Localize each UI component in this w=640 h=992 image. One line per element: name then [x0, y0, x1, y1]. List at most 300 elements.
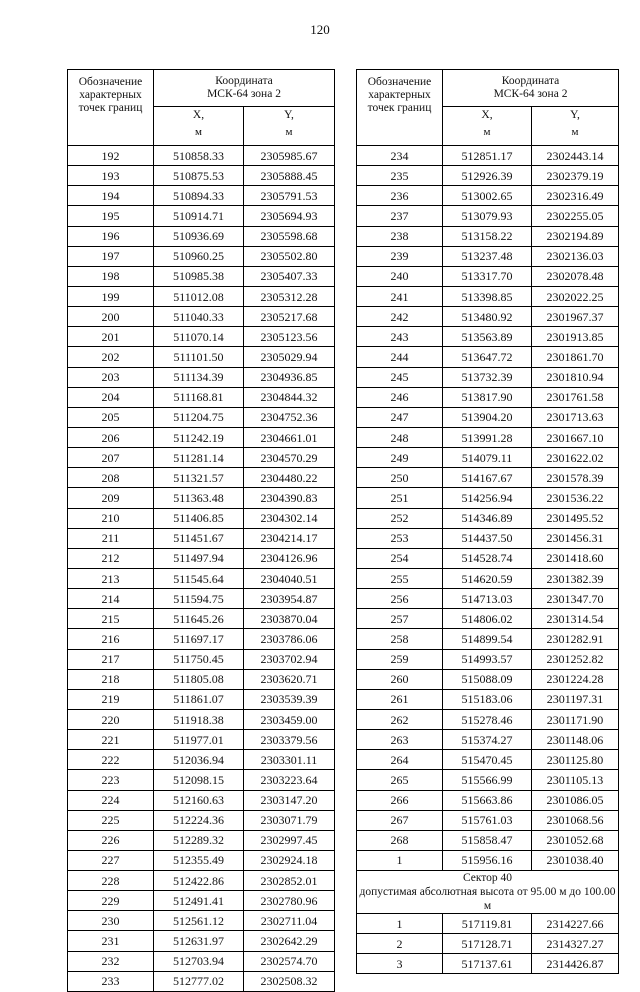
table-row	[68, 327, 335, 347]
table-row	[357, 954, 619, 974]
y-coordinate-cell: 2301197.31	[532, 689, 619, 709]
x-coordinate-cell: 512851.17	[443, 146, 532, 166]
x-coordinate-cell: 515956.16	[443, 850, 532, 870]
point-id-cell: 258	[357, 629, 443, 649]
table-row	[357, 307, 619, 327]
y-coordinate-cell: 2301125.80	[532, 750, 619, 770]
y-coordinate-cell: 2302852.01	[244, 871, 335, 891]
x-coordinate-cell: 511406.85	[154, 508, 244, 528]
table-row	[357, 914, 619, 934]
x-coordinate-cell: 511918.38	[154, 709, 244, 729]
y-coordinate-cell: 2304570.29	[244, 448, 335, 468]
y-coordinate-cell: 2301810.94	[532, 367, 619, 387]
x-coordinate-cell: 513817.90	[443, 387, 532, 407]
y-coordinate-cell: 2302997.45	[244, 830, 335, 850]
x-coordinate-cell: 511134.39	[154, 367, 244, 387]
x-coordinate-cell: 513317.70	[443, 266, 532, 286]
point-id-cell: 230	[68, 911, 154, 931]
y-coordinate-cell: 2301052.68	[532, 830, 619, 850]
x-coordinate-cell: 511168.81	[154, 387, 244, 407]
y-coordinate-cell: 2301314.54	[532, 609, 619, 629]
x-coordinate-cell: 513732.39	[443, 367, 532, 387]
y-label: Y,	[284, 109, 294, 121]
x-coordinate-cell: 511451.67	[154, 528, 244, 548]
x-coordinate-cell: 514620.59	[443, 568, 532, 588]
point-name-header: Обозначение характерных точек границ	[357, 70, 443, 146]
table-row	[357, 387, 619, 407]
x-coordinate-cell: 511977.01	[154, 730, 244, 750]
table-row	[68, 669, 335, 689]
y-unit: м	[285, 126, 293, 138]
table-row	[357, 468, 619, 488]
x-coordinate-cell: 510985.38	[154, 266, 244, 286]
point-id-cell: 216	[68, 629, 154, 649]
coordinate-header	[443, 70, 619, 107]
x-coordinate-cell: 511594.75	[154, 589, 244, 609]
y-coordinate-cell: 2301038.40	[532, 850, 619, 870]
table-row	[357, 347, 619, 367]
point-id-cell: 207	[68, 448, 154, 468]
x-coordinate-cell: 515858.47	[443, 830, 532, 850]
point-id-cell: 201	[68, 327, 154, 347]
table-row	[357, 407, 619, 427]
sector-section	[357, 871, 619, 914]
point-id-cell: 246	[357, 387, 443, 407]
x-coordinate-cell: 510936.69	[154, 226, 244, 246]
y-coordinate-cell: 2301913.85	[532, 327, 619, 347]
y-coordinate-cell: 2305888.45	[244, 166, 335, 186]
x-coordinate-cell: 513647.72	[443, 347, 532, 367]
x-coordinate-cell: 514167.67	[443, 468, 532, 488]
x-coordinate-cell: 512355.49	[154, 850, 244, 870]
table-row	[68, 407, 335, 427]
y-coordinate-cell: 2302642.29	[244, 931, 335, 951]
x-header	[443, 107, 532, 146]
y-coordinate-cell: 2302194.89	[532, 226, 619, 246]
y-coordinate-cell: 2301068.56	[532, 810, 619, 830]
x-coordinate-cell: 510858.33	[154, 146, 244, 166]
x-coordinate-cell: 515374.27	[443, 730, 532, 750]
y-coordinate-cell: 2304480.22	[244, 468, 335, 488]
y-coordinate-cell: 2302780.96	[244, 891, 335, 911]
point-id-cell: 237	[357, 206, 443, 226]
right-table-body	[357, 146, 619, 871]
x-coordinate-cell: 512289.32	[154, 830, 244, 850]
table-row	[357, 327, 619, 347]
point-id-cell: 195	[68, 206, 154, 226]
table-row	[357, 649, 619, 669]
table-row	[68, 689, 335, 709]
coordinate-title: Координата	[501, 75, 560, 87]
table-row	[68, 347, 335, 367]
point-id-cell: 263	[357, 730, 443, 750]
table-row	[68, 649, 335, 669]
point-id-cell: 259	[357, 649, 443, 669]
y-coordinate-cell: 2303071.79	[244, 810, 335, 830]
y-coordinate-cell: 2302255.05	[532, 206, 619, 226]
y-coordinate-cell: 2305123.56	[244, 327, 335, 347]
x-coordinate-cell: 510960.25	[154, 246, 244, 266]
table-row	[357, 669, 619, 689]
table-row	[68, 387, 335, 407]
x-label: X,	[192, 109, 205, 121]
y-coordinate-cell: 2303786.06	[244, 629, 335, 649]
y-header	[532, 107, 619, 146]
table-row	[68, 850, 335, 870]
y-coordinate-cell: 2301171.90	[532, 709, 619, 729]
table-row	[357, 830, 619, 850]
point-id-cell: 229	[68, 891, 154, 911]
x-coordinate-cell: 511281.14	[154, 448, 244, 468]
x-coordinate-cell: 511545.64	[154, 568, 244, 588]
table-row	[357, 166, 619, 186]
point-id-cell: 241	[357, 286, 443, 306]
x-coordinate-cell: 510894.33	[154, 186, 244, 206]
x-coordinate-cell: 515470.45	[443, 750, 532, 770]
sector-table-body	[357, 914, 619, 974]
left-table-body	[68, 146, 335, 992]
point-id-cell: 192	[68, 146, 154, 166]
table-row	[357, 709, 619, 729]
point-id-cell: 238	[357, 226, 443, 246]
point-id-cell: 253	[357, 528, 443, 548]
y-coordinate-cell: 2305217.68	[244, 307, 335, 327]
x-coordinate-cell: 517119.81	[443, 914, 532, 934]
x-coordinate-cell: 512491.41	[154, 891, 244, 911]
table-row	[68, 629, 335, 649]
point-id-cell: 235	[357, 166, 443, 186]
point-id-cell: 225	[68, 810, 154, 830]
point-id-cell: 211	[68, 528, 154, 548]
point-id-cell: 205	[68, 407, 154, 427]
page-number: 120	[310, 22, 330, 37]
y-coordinate-cell: 2301578.39	[532, 468, 619, 488]
x-coordinate-cell: 511497.94	[154, 548, 244, 568]
y-coordinate-cell: 2302136.03	[532, 246, 619, 266]
y-coordinate-cell: 2301086.05	[532, 790, 619, 810]
y-coordinate-cell: 2301456.31	[532, 528, 619, 548]
y-unit: м	[571, 126, 579, 138]
point-id-cell: 196	[68, 226, 154, 246]
x-coordinate-cell: 517137.61	[443, 954, 532, 974]
table-row	[357, 508, 619, 528]
table-row	[68, 286, 335, 306]
point-id-cell: 198	[68, 266, 154, 286]
table-row	[357, 206, 619, 226]
table-row	[68, 146, 335, 166]
coordinate-header	[154, 70, 335, 107]
point-id-cell: 208	[68, 468, 154, 488]
x-coordinate-cell: 512631.97	[154, 931, 244, 951]
x-coordinate-cell: 514437.50	[443, 528, 532, 548]
table-row	[68, 226, 335, 246]
point-id-cell: 215	[68, 609, 154, 629]
point-id-cell: 247	[357, 407, 443, 427]
y-coordinate-cell: 2314227.66	[532, 914, 619, 934]
x-coordinate-cell: 515088.09	[443, 669, 532, 689]
x-coordinate-cell: 511697.17	[154, 629, 244, 649]
point-id-cell: 197	[68, 246, 154, 266]
point-id-cell: 248	[357, 427, 443, 447]
table-row	[357, 629, 619, 649]
table-row	[68, 448, 335, 468]
y-header	[244, 107, 335, 146]
point-id-cell: 251	[357, 488, 443, 508]
table-row	[357, 790, 619, 810]
point-id-cell: 227	[68, 850, 154, 870]
y-coordinate-cell: 2314426.87	[532, 954, 619, 974]
y-coordinate-cell: 2304214.17	[244, 528, 335, 548]
y-coordinate-cell: 2301861.70	[532, 347, 619, 367]
coordinate-system: МСК-64 зона 2	[493, 88, 568, 100]
y-coordinate-cell: 2303147.20	[244, 790, 335, 810]
x-coordinate-cell: 514346.89	[443, 508, 532, 528]
x-coordinate-cell: 514899.54	[443, 629, 532, 649]
x-coordinate-cell: 513237.48	[443, 246, 532, 266]
y-coordinate-cell: 2305407.33	[244, 266, 335, 286]
coordinate-title: Координата	[215, 75, 273, 87]
point-id-cell: 210	[68, 508, 154, 528]
y-coordinate-cell: 2302078.48	[532, 266, 619, 286]
sector-description: допустимая абсолютная высота от 95.00 м до 100.00 м	[359, 886, 616, 913]
point-id-cell: 222	[68, 750, 154, 770]
x-coordinate-cell: 511645.26	[154, 609, 244, 629]
y-coordinate-cell: 2301382.39	[532, 568, 619, 588]
point-id-cell: 266	[357, 790, 443, 810]
table-row	[68, 508, 335, 528]
x-coordinate-cell: 514256.94	[443, 488, 532, 508]
x-coordinate-cell: 512561.12	[154, 911, 244, 931]
table-row	[68, 911, 335, 931]
table-row	[68, 568, 335, 588]
y-coordinate-cell: 2302574.70	[244, 951, 335, 971]
table-row	[68, 971, 335, 991]
y-coordinate-cell: 2302711.04	[244, 911, 335, 931]
table-row	[68, 770, 335, 790]
table-row	[68, 367, 335, 387]
point-name-header: Обозначение характерных точек границ	[68, 70, 154, 146]
point-id-cell: 223	[68, 770, 154, 790]
point-id-cell: 234	[357, 146, 443, 166]
x-coordinate-cell: 511321.57	[154, 468, 244, 488]
y-coordinate-cell: 2303223.64	[244, 770, 335, 790]
y-coordinate-cell: 2301536.22	[532, 488, 619, 508]
point-id-cell: 262	[357, 709, 443, 729]
y-coordinate-cell: 2301252.82	[532, 649, 619, 669]
x-coordinate-cell: 511242.19	[154, 427, 244, 447]
sector-header-row	[357, 871, 619, 914]
x-coordinate-cell: 510914.71	[154, 206, 244, 226]
y-coordinate-cell: 2303954.87	[244, 589, 335, 609]
x-coordinate-cell: 512703.94	[154, 951, 244, 971]
table-row	[68, 709, 335, 729]
y-coordinate-cell: 2304936.85	[244, 367, 335, 387]
point-id-cell: 219	[68, 689, 154, 709]
y-coordinate-cell: 2301761.58	[532, 387, 619, 407]
point-id-cell: 220	[68, 709, 154, 729]
table-row	[357, 934, 619, 954]
point-id-cell: 232	[68, 951, 154, 971]
y-coordinate-cell: 2301282.91	[532, 629, 619, 649]
x-coordinate-cell: 513480.92	[443, 307, 532, 327]
x-coordinate-cell: 511204.75	[154, 407, 244, 427]
x-header	[154, 107, 244, 146]
y-coordinate-cell: 2305985.67	[244, 146, 335, 166]
y-coordinate-cell: 2303539.39	[244, 689, 335, 709]
x-coordinate-cell: 514528.74	[443, 548, 532, 568]
point-id-cell: 204	[68, 387, 154, 407]
table-row	[357, 810, 619, 830]
table-row	[357, 548, 619, 568]
table-row	[357, 850, 619, 870]
table-row	[68, 871, 335, 891]
point-id-cell: 231	[68, 931, 154, 951]
table-row	[68, 468, 335, 488]
y-label: Y,	[570, 109, 580, 121]
x-coordinate-cell: 513398.85	[443, 286, 532, 306]
x-coordinate-cell: 510875.53	[154, 166, 244, 186]
y-coordinate-cell: 2304040.51	[244, 568, 335, 588]
point-id-cell: 265	[357, 770, 443, 790]
y-coordinate-cell: 2304844.32	[244, 387, 335, 407]
x-coordinate-cell: 511861.07	[154, 689, 244, 709]
y-coordinate-cell: 2304302.14	[244, 508, 335, 528]
table-row	[357, 246, 619, 266]
table-row	[357, 448, 619, 468]
y-coordinate-cell: 2302022.25	[532, 286, 619, 306]
point-id-cell: 256	[357, 589, 443, 609]
x-coordinate-cell: 514806.02	[443, 609, 532, 629]
table-row	[357, 226, 619, 246]
table-row	[68, 186, 335, 206]
table-row	[68, 931, 335, 951]
y-coordinate-cell: 2305598.68	[244, 226, 335, 246]
x-coordinate-cell: 511805.08	[154, 669, 244, 689]
x-coordinate-cell: 512926.39	[443, 166, 532, 186]
point-id-cell: 206	[68, 427, 154, 447]
x-coordinate-cell: 514713.03	[443, 589, 532, 609]
table-row	[357, 689, 619, 709]
point-id-cell: 245	[357, 367, 443, 387]
table-row	[68, 730, 335, 750]
point-id-cell: 252	[357, 508, 443, 528]
table-row	[357, 770, 619, 790]
point-id-cell: 1	[357, 914, 443, 934]
y-coordinate-cell: 2305502.80	[244, 246, 335, 266]
table-row	[68, 951, 335, 971]
x-unit: м	[195, 126, 202, 138]
point-id-cell: 249	[357, 448, 443, 468]
point-id-cell: 212	[68, 548, 154, 568]
table-row	[68, 548, 335, 568]
point-id-cell: 228	[68, 871, 154, 891]
table-row	[68, 810, 335, 830]
point-id-cell: 244	[357, 347, 443, 367]
x-coordinate-cell: 513991.28	[443, 427, 532, 447]
table-row	[357, 186, 619, 206]
y-coordinate-cell: 2302379.19	[532, 166, 619, 186]
y-coordinate-cell: 2304752.36	[244, 407, 335, 427]
table-row	[68, 246, 335, 266]
y-coordinate-cell: 2305029.94	[244, 347, 335, 367]
x-coordinate-cell: 512036.94	[154, 750, 244, 770]
x-coordinate-cell: 512160.63	[154, 790, 244, 810]
x-coordinate-cell: 512422.86	[154, 871, 244, 891]
table-row	[68, 830, 335, 850]
x-coordinate-cell: 515566.99	[443, 770, 532, 790]
y-coordinate-cell: 2314327.27	[532, 934, 619, 954]
table-row	[357, 528, 619, 548]
table-row	[357, 750, 619, 770]
y-coordinate-cell: 2302508.32	[244, 971, 335, 991]
point-id-cell: 239	[357, 246, 443, 266]
table-row	[68, 891, 335, 911]
y-coordinate-cell: 2303301.11	[244, 750, 335, 770]
point-id-cell: 236	[357, 186, 443, 206]
point-id-cell: 254	[357, 548, 443, 568]
y-coordinate-cell: 2304126.96	[244, 548, 335, 568]
x-coordinate-cell: 515278.46	[443, 709, 532, 729]
point-id-cell: 213	[68, 568, 154, 588]
x-coordinate-cell: 512224.36	[154, 810, 244, 830]
x-unit: м	[483, 126, 491, 138]
sector-header-cell	[357, 871, 619, 914]
y-coordinate-cell: 2305791.53	[244, 186, 335, 206]
point-id-cell: 194	[68, 186, 154, 206]
x-coordinate-cell: 514079.11	[443, 448, 532, 468]
point-id-cell: 203	[68, 367, 154, 387]
x-coordinate-cell: 511012.08	[154, 286, 244, 306]
point-id-cell: 224	[68, 790, 154, 810]
table-row	[68, 206, 335, 226]
point-id-cell: 261	[357, 689, 443, 709]
table-row	[357, 568, 619, 588]
y-coordinate-cell: 2301967.37	[532, 307, 619, 327]
point-id-cell: 226	[68, 830, 154, 850]
x-coordinate-cell: 514993.57	[443, 649, 532, 669]
y-coordinate-cell: 2301347.70	[532, 589, 619, 609]
x-label: X,	[481, 109, 493, 121]
point-id-cell: 2	[357, 934, 443, 954]
x-coordinate-cell: 513904.20	[443, 407, 532, 427]
coordinate-system: МСК-64 зона 2	[207, 88, 281, 100]
x-coordinate-cell: 511101.50	[154, 347, 244, 367]
y-coordinate-cell: 2305694.93	[244, 206, 335, 226]
y-coordinate-cell: 2301105.13	[532, 770, 619, 790]
y-coordinate-cell: 2301224.28	[532, 669, 619, 689]
table-row	[68, 528, 335, 548]
point-id-cell: 193	[68, 166, 154, 186]
y-coordinate-cell: 2301148.06	[532, 730, 619, 750]
table-row	[357, 488, 619, 508]
point-id-cell: 240	[357, 266, 443, 286]
table-row	[357, 286, 619, 306]
point-id-cell: 255	[357, 568, 443, 588]
point-id-cell: 242	[357, 307, 443, 327]
x-coordinate-cell: 515663.86	[443, 790, 532, 810]
y-coordinate-cell: 2303379.56	[244, 730, 335, 750]
point-id-cell: 202	[68, 347, 154, 367]
table-row	[357, 730, 619, 750]
point-id-cell: 209	[68, 488, 154, 508]
y-coordinate-cell: 2301713.63	[532, 407, 619, 427]
table-row	[68, 609, 335, 629]
y-coordinate-cell: 2302924.18	[244, 850, 335, 870]
point-id-cell: 267	[357, 810, 443, 830]
table-row	[357, 367, 619, 387]
x-coordinate-cell: 511040.33	[154, 307, 244, 327]
x-coordinate-cell: 513002.65	[443, 186, 532, 206]
